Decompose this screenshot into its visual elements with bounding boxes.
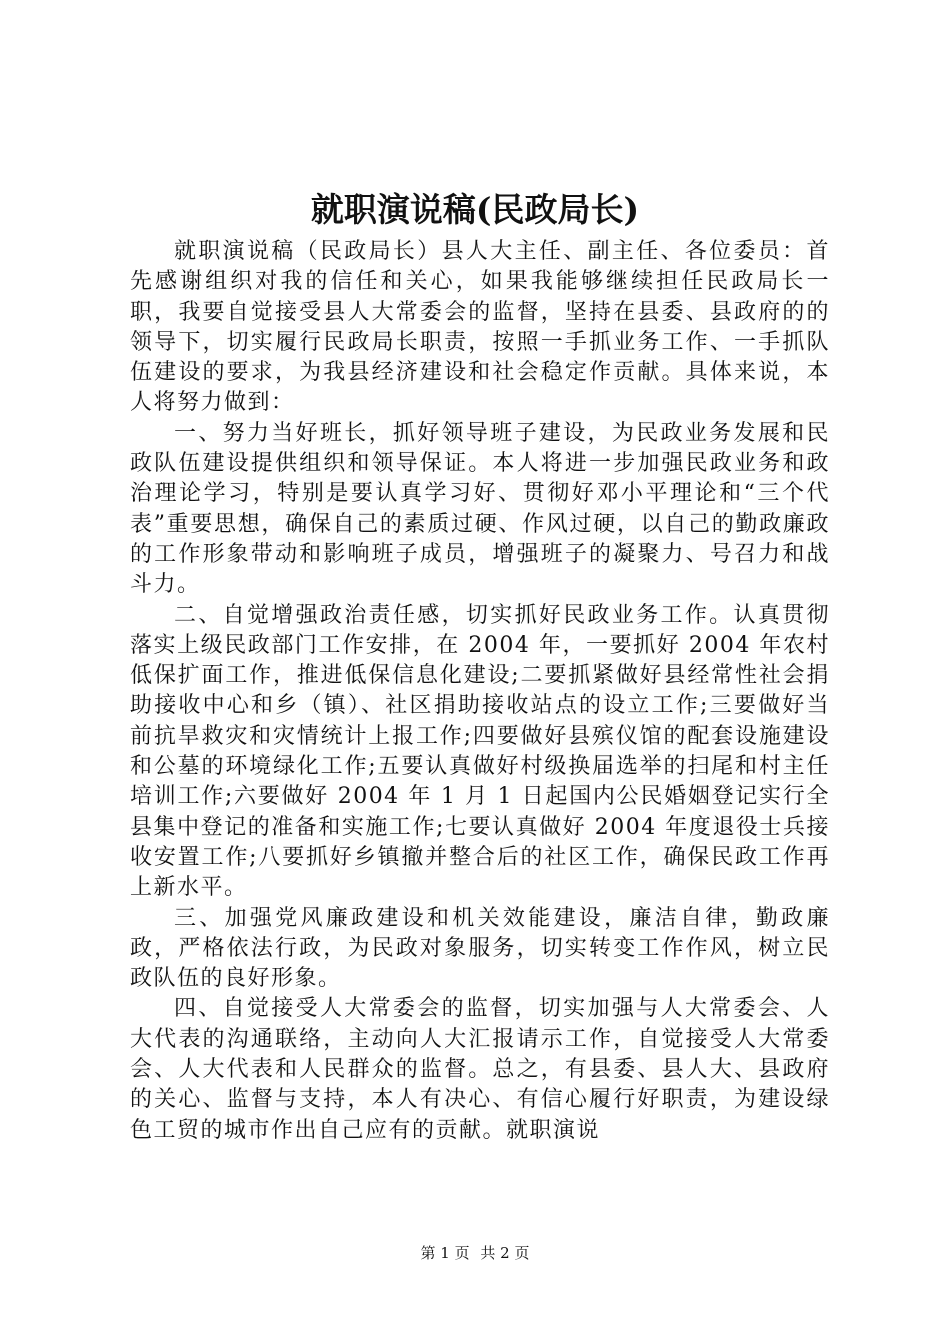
page-footer [0,1243,950,1263]
paragraph-point-3: 三、加强党风廉政建设和机关效能建设，廉洁自律，勤政廉政，严格依法行政，为民政对象服务，切实转变工作作风，树立民政队伍的良好形象。 [130,905,830,992]
document-body [130,237,830,1146]
page-total: 共 2 页 [480,1244,530,1262]
paragraph-intro: 就职演说稿（民政局长）县人大主任、副主任、各位委员：首先感谢组织对我的信任和关心，如果我能够继续担任民政局长一职，我要自觉接受县人大常委会的监督，坚持在县委、县政府的的领导下，切实履行民政局长职责，按照一手抓业务工作、一手抓队伍建设的要求，为我县经济建设和社会稳定作贡献。具体来说，本人将努力做到： [130,239,830,416]
page-number: 第 1 页 [420,1244,470,1262]
paragraph-point-2: 二、自觉增强政治责任感，切实抓好民政业务工作。认真贯彻落实上级民政部门工作安排，在 2004 年，一要抓好 2004 年农村低保扩面工作，推进低保信息化建设;二要抓紧做好县经常性社会捐助接收中心和乡（镇）、社区捐助接收站点的设立工作;三要做好当前抗旱救灾和灾情统计上报工作;四要做好县殡仪馆的配套设施建设和公墓的环境绿化工作;五要认真做好村级换届选举的扫尾和村主任培训工作;六要做好 2004 年 1 月 1 日起国内公民婚姻登记实行全县集中登记的准备和实施工作;七要认真做好 2004 年度退役士兵接收安置工作;八要抓好乡镇撤并整合后的社区工作，确保民政工作再上新水平。 [130,602,830,901]
paragraph-point-4: 四、自觉接受人大常委会的监督，切实加强与人大常委会、人大代表的沟通联络，主动向人大汇报请示工作，自觉接受人大常委会、人大代表和人民群众的监督。总之，有县委、县人大、县政府的关心、监督与支持，本人有决心、有信心履行好职责，为建设绿色工贸的城市作出自己应有的贡献。就职演说 [130,996,830,1143]
document-title: 就职演说稿(民政局长) [310,190,640,229]
paragraph-point-1: 一、努力当好班长，抓好领导班子建设，为民政业务发展和民政队伍建设提供组织和领导保证。本人将进一步加强民政业务和政治理论学习，特别是要认真学习好、贯彻好邓小平理论和“三个代表”重要思想，确保自己的素质过硬、作风过硬，以自己的勤政廉政的工作形象带动和影响班子成员，增强班子的凝聚力、号召力和战斗力。 [130,420,830,598]
